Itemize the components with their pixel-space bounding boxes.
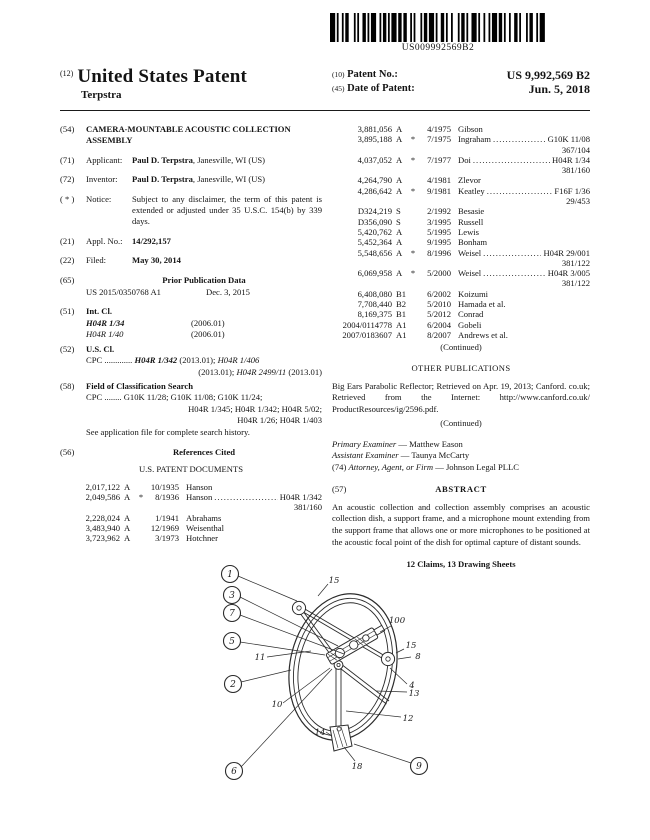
citation-class: H04R 29/001 [543, 247, 590, 258]
citation-number: 6,069,958 [357, 268, 392, 279]
abstract-title: ABSTRACT [435, 484, 487, 495]
citation-star: * [410, 185, 416, 196]
field-72: (72) [60, 174, 75, 185]
citation-row [332, 299, 590, 309]
citation-star [137, 523, 145, 533]
citation-star [409, 299, 417, 309]
citation-date: 5/2012 [427, 309, 451, 320]
citation-kind: A [396, 185, 403, 196]
inventor-location: , Janesville, WI (US) [192, 174, 266, 185]
citation-class: H04R 1/342 [279, 492, 322, 503]
citation-star [409, 309, 417, 319]
citation-kind: A [396, 154, 403, 165]
prior-pub-number: US 2015/0350768 A1 [86, 287, 161, 298]
fos-line1: CPC ........ G10K 11/28; G10K 11/08; G10K 11/24; [86, 392, 263, 403]
leader-dots [493, 134, 546, 144]
patent-date: Jun. 5, 2018 [528, 82, 590, 96]
int-cl-rows [60, 318, 322, 341]
label-12: 12 [402, 714, 414, 724]
citation-number: 2,228,024 [85, 512, 120, 523]
citation-row [332, 227, 590, 237]
field-star: ( * ) [60, 193, 75, 204]
citation-date: 5/2000 [427, 268, 451, 279]
citation-name: Koizumi [458, 288, 489, 299]
citation-name: Zlevor [458, 175, 481, 186]
citation-number: 2,049,586 [85, 492, 120, 503]
citation-subclass: 29/453 [566, 196, 590, 207]
assistant-examiner-name: — Taunya McCarty [400, 450, 470, 461]
citation-name: Andrews et al. [458, 329, 508, 340]
citation-row [60, 482, 322, 492]
citation-number: 4,037,052 [357, 154, 392, 165]
citation-row [60, 523, 322, 533]
citation-number: 3,881,056 [357, 124, 392, 134]
citation-number: 7,708,440 [357, 299, 392, 310]
right-column [332, 124, 590, 571]
citation-kind: A [124, 512, 131, 523]
citation-number: 6,408,080 [357, 288, 392, 299]
citation-kind: B1 [396, 309, 407, 320]
inventor-label: Inventor: [86, 174, 118, 185]
prior-pub-title: Prior Publication Data [162, 274, 246, 285]
fos-line3: H04R 1/26; H04R 1/403 [237, 415, 322, 426]
label-14: 14 [314, 728, 326, 738]
citation-kind: A [396, 226, 403, 237]
callout-3: 3 [229, 591, 235, 601]
field-71: (71) [60, 154, 75, 165]
kind-code: (12) [60, 69, 74, 78]
citation-number: 2004/0114778 [342, 319, 392, 330]
citation-kind: B1 [396, 288, 407, 299]
header-divider [60, 110, 590, 111]
label-11: 11 [254, 653, 266, 663]
label-13: 13 [408, 689, 420, 699]
field-52: (52) [60, 343, 75, 354]
pivot-bolt-right [381, 652, 394, 665]
attorney-label: Attorney, Agent, or Firm [348, 461, 434, 472]
citation-kind: A [124, 533, 131, 544]
citation-class: F16F 1/36 [554, 185, 590, 196]
figure-drawing [0, 562, 650, 840]
section-notice [60, 194, 322, 228]
us-cl-line1: CPC ............. H04R 1/342 (2013.01); H04R 1/406 [86, 355, 260, 366]
patent-number: US 9,992,569 B2 [506, 68, 590, 82]
citation-date: 3/1995 [427, 216, 451, 227]
citation-name: Keatley [458, 185, 485, 196]
notice-label: Notice: [86, 193, 112, 204]
citation-star: * [410, 247, 416, 258]
field-57: (57) [332, 484, 347, 495]
citation-date: 8/1996 [427, 247, 451, 258]
citation-name: Weisel [458, 268, 482, 279]
label-8: 8 [415, 652, 421, 662]
citation-star: * [138, 492, 144, 503]
applicant-label: Applicant: [86, 154, 123, 165]
examiners-block [332, 439, 590, 474]
citation-number: 8,169,375 [357, 309, 392, 320]
fos-line2: H04R 1/345; H04R 1/342; H04R 5/02; [188, 403, 322, 414]
citation-name: Besasie [458, 206, 485, 217]
citation-name: Ingraham [458, 134, 491, 145]
patent-no-label: Patent No.: [347, 69, 398, 80]
citation-date: 4/1975 [427, 124, 451, 134]
label-15-right: 15 [405, 641, 417, 651]
citation-star [137, 482, 145, 492]
callout-5: 5 [229, 637, 235, 647]
citation-row [332, 248, 590, 269]
citation-date: 1/1941 [155, 512, 179, 523]
support-frame-spokes [299, 607, 389, 732]
citation-star [409, 124, 417, 134]
fos-label: Field of Classification Search [86, 380, 194, 391]
citation-date: 5/1995 [427, 226, 451, 237]
citations-continued: (Continued) [440, 342, 482, 353]
citation-kind: A1 [396, 319, 407, 330]
citation-number: 5,452,364 [357, 237, 392, 248]
citation-date: 9/1981 [427, 185, 451, 196]
invention-title: CAMERA-MOUNTABLE ACOUSTIC COLLECTION ASSEMBLY [86, 124, 291, 146]
citation-date: 6/2002 [427, 288, 451, 299]
citation-number: 5,548,656 [357, 247, 392, 258]
citation-date: 3/1973 [155, 533, 179, 544]
barcode-bars [330, 13, 546, 42]
leader-dots [483, 248, 541, 258]
field-21: (21) [60, 235, 75, 246]
applicant-name: Paul D. Terpstra [132, 154, 193, 165]
citation-row [332, 309, 590, 319]
int-cl-row [86, 329, 322, 340]
citation-star [409, 227, 417, 237]
section-us-cl [60, 344, 322, 378]
int-cl-row [86, 318, 322, 329]
leader-dots [487, 186, 553, 196]
citation-star [409, 206, 417, 216]
section-int-cl [60, 306, 322, 340]
citation-kind: A [396, 268, 403, 279]
citation-kind: A [124, 481, 131, 492]
citation-date: 8/2007 [427, 329, 451, 340]
attorney-name: — Johnson Legal PLLC [435, 461, 520, 472]
field-58: (58) [60, 380, 75, 391]
citation-kind: A1 [396, 329, 407, 340]
label-15-top: 15 [328, 576, 340, 586]
citation-kind: A [396, 247, 403, 258]
field-54: (54) [60, 124, 75, 134]
patent-no-code: (10) [332, 70, 345, 79]
claims-line: 12 Claims, 13 Drawing Sheets [406, 559, 516, 570]
citation-star [137, 533, 145, 543]
references-title: References Cited [172, 446, 236, 457]
citation-kind: S [396, 206, 401, 217]
date-label: Date of Patent: [347, 83, 415, 94]
citation-number: 3,483,940 [85, 522, 120, 533]
citation-number: 4,264,790 [357, 175, 392, 186]
citation-star [409, 289, 417, 299]
citation-date: 2/1992 [427, 206, 451, 217]
citation-star: * [410, 154, 416, 165]
citation-subclass: 381/122 [561, 257, 590, 268]
citation-number: 4,286,642 [357, 185, 392, 196]
fos-note: See application file for complete search history. [86, 426, 250, 437]
leader-dots [483, 268, 546, 278]
citation-date: 7/1975 [427, 134, 451, 145]
citation-row [332, 186, 590, 207]
callout-7: 7 [229, 609, 235, 619]
microphone-mount [326, 623, 387, 665]
citation-kind: A [396, 134, 403, 145]
citation-date: 12/1969 [150, 522, 179, 533]
us-cl-label: U.S. Cl. [86, 343, 115, 354]
citation-row [332, 155, 590, 176]
section-prior-publication [60, 275, 322, 299]
leader-dots [473, 155, 550, 165]
citation-subclass: 381/160 [561, 165, 590, 176]
primary-examiner-name: — Matthew Eason [398, 438, 463, 449]
int-cl-code: H04R 1/34 [86, 317, 125, 328]
page-title: United States Patent [77, 66, 248, 87]
left-column [60, 124, 322, 544]
citation-name: Gobeli [458, 319, 482, 330]
citation-name: Hotchner [186, 533, 218, 544]
citation-class: H04R 1/34 [552, 154, 590, 165]
citation-number: D324,219 [357, 206, 392, 217]
citation-kind: A [396, 175, 403, 186]
citation-class: G10K 11/08 [547, 134, 590, 145]
citation-date: 6/2004 [427, 319, 451, 330]
callout-numbers [227, 570, 422, 777]
other-publications-text: Big Ears Parabolic Reflector; Retrieved on Apr. 19, 2013; Canford. co.uk; Retrieved from the Internet: http://www.canford.co.uk/ ProductResources/ig/2596.pdf. [332, 381, 590, 414]
citations-left-table [60, 482, 322, 544]
citation-row [332, 237, 590, 247]
field-56: (56) [60, 446, 75, 457]
citation-name: Doi [458, 154, 471, 165]
citation-row [332, 330, 590, 340]
citation-name: Conrad [458, 309, 484, 320]
citation-row [60, 513, 322, 523]
citation-star [409, 330, 417, 340]
appl-no-value: 14/292,157 [132, 235, 171, 246]
citation-row [332, 289, 590, 299]
date-code: (45) [332, 84, 345, 93]
pivot-bolt-left [292, 601, 305, 614]
citation-number: 2,017,122 [85, 481, 120, 492]
citation-name: Weisenthal [186, 522, 224, 533]
citation-star: * [410, 268, 416, 279]
field-51: (51) [60, 306, 75, 317]
citation-name: Abrahams [186, 512, 222, 523]
citation-row [332, 320, 590, 330]
section-title [60, 124, 322, 147]
citation-row [332, 268, 590, 289]
filed-date: May 30, 2014 [132, 255, 181, 266]
citation-kind: A [396, 237, 403, 248]
citation-row [332, 206, 590, 216]
patent-number-row [332, 68, 590, 82]
citation-row [60, 492, 322, 513]
citation-name: Gibson [458, 124, 483, 134]
citation-row [332, 175, 590, 185]
citation-kind: A [124, 492, 131, 503]
int-cl-label: Int. Cl. [86, 306, 113, 317]
field-65: (65) [60, 274, 75, 285]
int-cl-year: (2006.01) [191, 317, 225, 328]
citation-name: Russell [458, 216, 484, 227]
mounting-bracket [330, 725, 352, 751]
applicant-location: , Janesville, WI (US) [192, 154, 266, 165]
int-cl-year: (2006.01) [191, 329, 225, 340]
inventor-surname: Terpstra [81, 89, 122, 101]
filed-label: Filed: [86, 255, 107, 266]
patent-date-row [332, 82, 590, 96]
citation-star [409, 237, 417, 247]
citation-name: Bonham [458, 237, 488, 248]
citation-date: 8/1936 [155, 492, 179, 503]
label-10: 10 [271, 700, 283, 710]
other-pubs-continued: (Continued) [440, 418, 482, 429]
citation-kind: A [124, 522, 131, 533]
section-appl-no [60, 236, 322, 247]
barcode-text: US009992569B2 [401, 43, 475, 53]
citation-row [332, 124, 590, 134]
citation-name: Hanson [186, 492, 213, 503]
citation-star [409, 175, 417, 185]
citation-number: 3,723,962 [85, 533, 120, 544]
citation-row [60, 533, 322, 543]
citation-number: 5,420,762 [357, 226, 392, 237]
other-publications-title: OTHER PUBLICATIONS [411, 362, 511, 373]
citation-subclass: 367/104 [561, 144, 590, 155]
section-field-of-search [60, 381, 322, 438]
citation-kind: S [396, 216, 401, 227]
appl-no-label: Appl. No.: [86, 235, 123, 246]
citation-kind: A [396, 124, 403, 134]
section-filed [60, 255, 322, 266]
callout-6: 6 [231, 767, 237, 777]
citation-date: 5/2010 [427, 299, 451, 310]
citation-kind: B2 [396, 299, 407, 310]
section-inventor [60, 174, 322, 185]
citation-star: * [410, 134, 416, 145]
callout-2: 2 [230, 680, 236, 690]
citation-star [137, 513, 145, 523]
figure-area [0, 562, 650, 840]
inventor-name: Paul D. Terpstra [132, 174, 193, 185]
section-references [60, 447, 322, 544]
abstract-text: An acoustic collection and collection assembly comprises an acoustic collection dish, a support frame, and a microphone mount extending from the support frame that allows one or more microphones to be positioned at the acoustic focal point of the dish for optimal capture of distant sounds. [332, 501, 590, 547]
int-cl-code: H04R 1/40 [86, 329, 124, 340]
citation-subclass: 381/160 [293, 502, 322, 513]
citation-star [409, 217, 417, 227]
citation-subclass: 381/122 [561, 278, 590, 289]
prior-pub-date: Dec. 3, 2015 [206, 287, 250, 298]
notice-text: Subject to any disclaimer, the term of this patent is extended or adjusted under 35 U.S.C. 154(b) by 339 days. [132, 193, 322, 227]
citations-right-table [332, 124, 590, 340]
citation-row [332, 134, 590, 155]
citation-date: 9/1995 [427, 237, 451, 248]
primary-examiner-label: Primary Examiner [332, 438, 397, 449]
citation-name: Hamada et al. [458, 299, 506, 310]
barcode [330, 13, 546, 53]
citation-row [332, 217, 590, 227]
citation-class: H04R 3/005 [547, 268, 590, 279]
citation-number: 3,895,188 [357, 134, 392, 145]
citation-date: 10/1935 [150, 481, 179, 492]
citation-name: Lewis [458, 226, 480, 237]
label-4: 4 [409, 681, 415, 691]
citation-star [409, 320, 417, 330]
callout-1: 1 [227, 570, 233, 580]
us-cl-line2: (2013.01); H04R 2499/11 (2013.01) [198, 366, 322, 377]
citation-date: 4/1981 [427, 175, 451, 186]
citation-number: D356,090 [357, 216, 392, 227]
label-100: 100 [388, 616, 406, 626]
field-22: (22) [60, 255, 75, 266]
citation-number: 2007/0183607 [342, 329, 392, 340]
callout-9: 9 [416, 762, 422, 772]
abstract-header [332, 484, 590, 495]
citation-name: Hanson [186, 481, 213, 492]
leader-dots [214, 492, 277, 502]
section-applicant [60, 155, 322, 166]
label-18: 18 [351, 762, 363, 772]
field-74: (74) [332, 461, 347, 472]
us-patent-documents-title: U.S. PATENT DOCUMENTS [138, 464, 244, 475]
citation-name: Weisel [458, 247, 482, 258]
assistant-examiner-label: Assistant Examiner [332, 450, 399, 461]
citation-date: 7/1977 [427, 154, 451, 165]
